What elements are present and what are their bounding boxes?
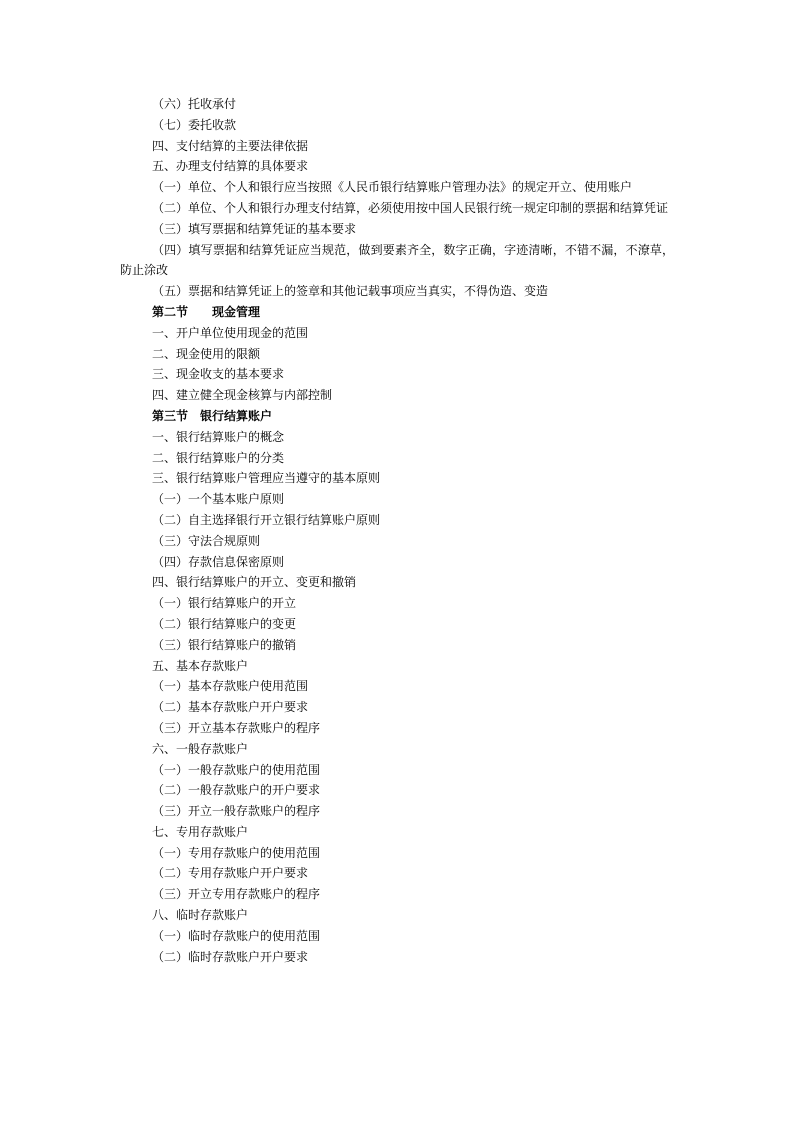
- list-item: （一）一般存款账户的使用范围: [152, 762, 321, 777]
- section-heading-bank-accounts: 第三节 银行结算账户: [152, 408, 273, 423]
- list-item: （二）自主选择银行开立银行结算账户原则: [152, 512, 381, 527]
- list-item: （二）一般存款账户的开户要求: [152, 783, 321, 798]
- list-item: 四、支付结算的主要法律依据: [152, 138, 309, 153]
- list-item: 四、银行结算账户的开立、变更和撤销: [152, 575, 357, 590]
- list-item: （二）临时存款账户开户要求: [152, 949, 309, 964]
- list-item: （三）开立基本存款账户的程序: [152, 720, 321, 735]
- list-item: 五、基本存款账户: [152, 658, 249, 673]
- list-item: 六、一般存款账户: [152, 741, 249, 756]
- list-item: 三、银行结算账户管理应当遵守的基本原则: [152, 471, 381, 486]
- paragraph: （四）填写票据和结算凭证应当规范，做到要素齐全，数字正确，字迹清晰，不错不漏，不潦草，防止涂改: [120, 242, 674, 278]
- list-item: 八、临时存款账户: [152, 908, 249, 923]
- list-item: （五）票据和结算凭证上的签章和其他记载事项应当真实，不得伪造、变造: [152, 284, 549, 299]
- list-item: （一）临时存款账户的使用范围: [152, 928, 321, 943]
- list-item: （一）专用存款账户的使用范围: [152, 845, 321, 860]
- list-item: 一、开户单位使用现金的范围: [152, 325, 309, 340]
- list-item: 四、建立健全现金核算与内部控制: [152, 388, 333, 403]
- list-item: （一）基本存款账户使用范围: [152, 679, 309, 694]
- list-item: （三）开立一般存款账户的程序: [152, 804, 321, 819]
- list-item: 二、银行结算账户的分类: [152, 450, 285, 465]
- paragraph: （二）单位、个人和银行办理支付结算，必须使用按中国人民银行统一规定印制的票据和结算凭证: [152, 200, 669, 215]
- list-item: （一）一个基本账户原则: [152, 492, 285, 507]
- list-item: 七、专用存款账户: [152, 824, 249, 839]
- list-item: （二）基本存款账户开户要求: [152, 700, 309, 715]
- list-item: （二）银行结算账户的变更: [152, 616, 297, 631]
- document-body: [120, 94, 674, 967]
- list-item: （三）开立专用存款账户的程序: [152, 887, 321, 902]
- list-item: 三、现金收支的基本要求: [152, 367, 285, 382]
- list-item: 五、办理支付结算的具体要求: [152, 159, 309, 174]
- paragraph: （一）单位、个人和银行应当按照《人民币银行结算账户管理办法》的规定开立、使用账户: [152, 180, 633, 195]
- list-item: （一）银行结算账户的开立: [152, 596, 297, 611]
- list-item: （二）专用存款账户开户要求: [152, 866, 309, 881]
- list-item: （四）存款信息保密原则: [152, 554, 285, 569]
- list-item: （三）守法合规原则: [152, 533, 261, 548]
- list-item: （六）托收承付: [152, 97, 237, 111]
- section-heading-cash-management: 第二节 现金管理: [152, 304, 261, 319]
- list-item: （七）委托收款: [152, 117, 237, 132]
- list-item: （三）银行结算账户的撤销: [152, 637, 297, 652]
- list-item: 二、现金使用的限额: [152, 346, 261, 361]
- list-item: 一、银行结算账户的概念: [152, 429, 285, 444]
- list-item: （三）填写票据和结算凭证的基本要求: [152, 221, 357, 236]
